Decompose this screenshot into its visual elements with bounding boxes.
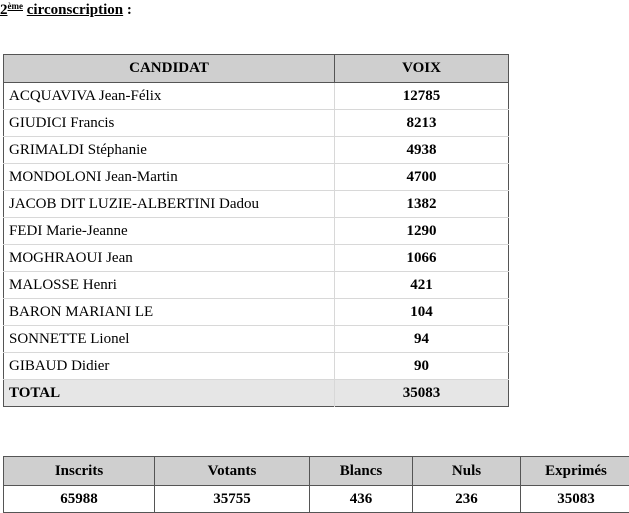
candidate-name: MONDOLONI Jean-Martin [4, 164, 335, 191]
table-row [4, 137, 509, 164]
heading-number: 2 [0, 2, 8, 18]
candidate-name: MOGHRAOUI Jean [4, 245, 335, 272]
exprimes-value: 35083 [521, 486, 629, 513]
table-row [4, 353, 509, 380]
blancs-value: 436 [310, 486, 413, 513]
table-row [4, 218, 509, 245]
candidate-votes: 4700 [335, 164, 509, 191]
nuls-value: 236 [413, 486, 521, 513]
section-heading [0, 2, 132, 19]
summary-header-row [4, 457, 629, 486]
candidate-name: GIBAUD Didier [4, 353, 335, 380]
candidate-column-header: CANDIDAT [4, 55, 335, 83]
candidate-name: MALOSSE Henri [4, 272, 335, 299]
candidate-name: JACOB DIT LUZIE-ALBERTINI Dadou [4, 191, 335, 218]
table-row [4, 164, 509, 191]
candidate-name: GIUDICI Francis [4, 110, 335, 137]
blancs-header: Blancs [310, 457, 413, 486]
table-row [4, 326, 509, 353]
candidate-name: BARON MARIANI LE [4, 299, 335, 326]
table-row [4, 191, 509, 218]
summary-table [3, 456, 629, 513]
heading-colon: : [123, 2, 132, 18]
candidate-name: GRIMALDI Stéphanie [4, 137, 335, 164]
summary-values-row [4, 486, 629, 513]
results-table [3, 54, 509, 407]
table-row [4, 272, 509, 299]
candidate-votes: 12785 [335, 83, 509, 110]
candidate-votes: 1066 [335, 245, 509, 272]
heading-title: circonscription [27, 2, 123, 18]
candidate-votes: 104 [335, 299, 509, 326]
total-row [4, 380, 509, 407]
inscrits-value: 65988 [4, 486, 155, 513]
results-header-row [4, 55, 509, 83]
votants-value: 35755 [155, 486, 310, 513]
nuls-header: Nuls [413, 457, 521, 486]
total-votes: 35083 [335, 380, 509, 407]
table-row [4, 245, 509, 272]
candidate-votes: 421 [335, 272, 509, 299]
candidate-votes: 94 [335, 326, 509, 353]
candidate-name: ACQUAVIVA Jean-Félix [4, 83, 335, 110]
candidate-name: SONNETTE Lionel [4, 326, 335, 353]
candidate-votes: 4938 [335, 137, 509, 164]
votes-column-header: VOIX [335, 55, 509, 83]
candidate-name: FEDI Marie-Jeanne [4, 218, 335, 245]
table-row [4, 299, 509, 326]
votants-header: Votants [155, 457, 310, 486]
results-body [4, 83, 509, 407]
exprimes-header: Exprimés [521, 457, 629, 486]
heading-ordinal-suffix: ème [8, 1, 24, 11]
table-row [4, 110, 509, 137]
candidate-votes: 1290 [335, 218, 509, 245]
candidate-votes: 8213 [335, 110, 509, 137]
total-label: TOTAL [4, 380, 335, 407]
candidate-votes: 90 [335, 353, 509, 380]
inscrits-header: Inscrits [4, 457, 155, 486]
table-row [4, 83, 509, 110]
candidate-votes: 1382 [335, 191, 509, 218]
